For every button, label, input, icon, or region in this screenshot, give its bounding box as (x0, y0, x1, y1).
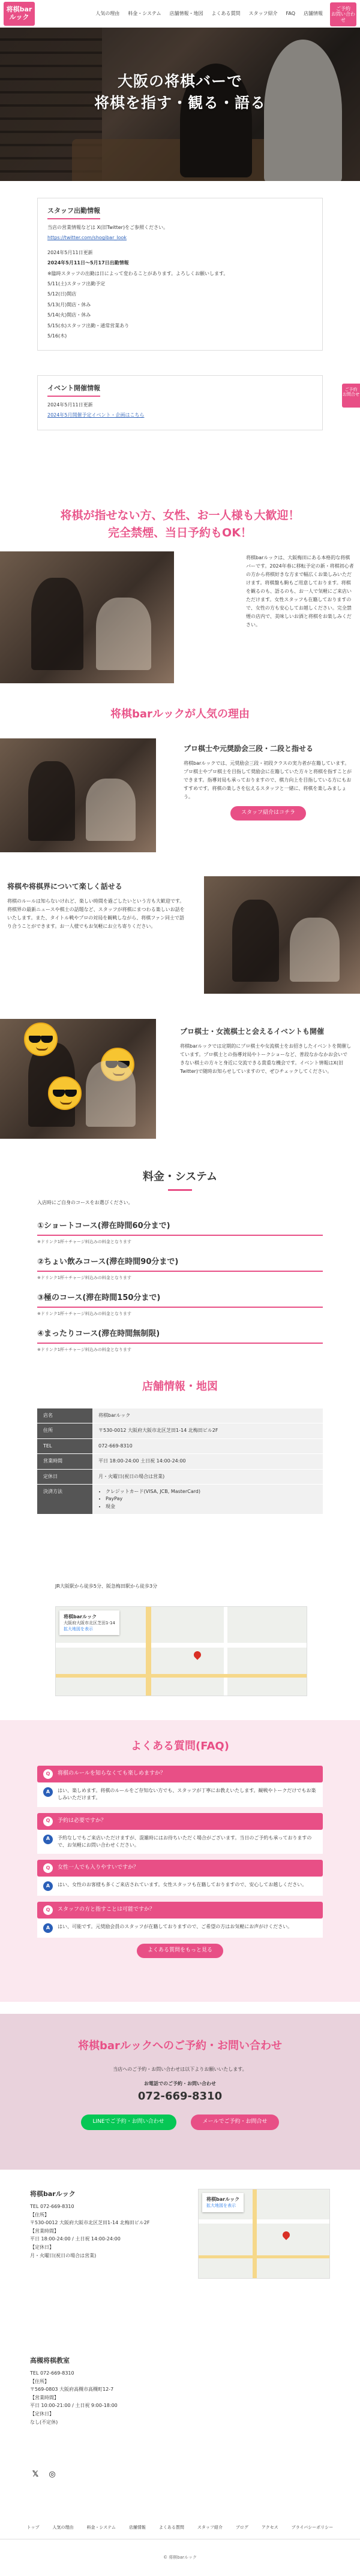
table-value: 月・火曜日(祝日の場合は営業) (92, 1469, 323, 1484)
faq-answer (37, 1877, 323, 1896)
popular-point-2 (7, 881, 187, 931)
answer-icon: A (43, 1787, 53, 1797)
popular-title (0, 706, 360, 723)
lead-line2: 完全禁煙、当日予約もOK！ (108, 526, 252, 539)
nav-item-popular[interactable]: 人気の理由 (95, 10, 120, 16)
footer-holiday-label: 【定休日】 (30, 2245, 54, 2251)
faq-item (37, 1813, 323, 1854)
popular-photo-3 (0, 1019, 156, 1139)
map-pin-icon[interactable] (193, 1650, 203, 1660)
footer-second-shop (30, 2355, 210, 2426)
staff-box-period: 2024年5月11日〜5月17日出勤情報 (47, 260, 129, 266)
pricing-title (0, 1169, 360, 1191)
event-box-wrap (37, 375, 323, 430)
faq-question-text: スタッフの方と指すことは可能ですか？ (58, 1907, 155, 1913)
table-value (92, 1484, 323, 1514)
contact-phone-label: お電話でのご予約・お問い合わせ (144, 2080, 216, 2086)
plan-note: ※ドリンク1杯＋チャージ料込みの料金となります (37, 1275, 131, 1281)
footer-second-line: 【営業時間】 (30, 2394, 59, 2400)
reserve-line2: お問い合わせ (331, 11, 355, 23)
nav-item-faq2[interactable]: FAQ (286, 10, 295, 16)
plan-name: ②ちょい飲みコース(滞在時間90分まで) (37, 1256, 323, 1272)
logo-line2: ルック (9, 13, 29, 21)
side-reserve-tab[interactable] (342, 384, 360, 408)
map-info-card (59, 1610, 119, 1635)
map-road (199, 2255, 330, 2258)
staff-intro-button[interactable]: スタッフ紹介はコチラ (230, 806, 306, 821)
plan-1 (37, 1220, 323, 1245)
footer-map[interactable] (198, 2189, 330, 2279)
footer-address-label: 【住所】 (30, 2212, 49, 2218)
table-row (37, 1484, 323, 1514)
faq-question[interactable] (37, 1860, 323, 1877)
nav-item-staff[interactable]: スタッフ紹介 (248, 10, 278, 16)
reserve-button[interactable] (330, 2, 356, 26)
lead-line1: 将棋が指せない方、女性、お一人様も大歓迎！ (60, 509, 300, 522)
faq-question[interactable] (37, 1766, 323, 1782)
footer-nav (0, 2524, 360, 2531)
plan-name: ③極のコース(滞在時間150分まで) (37, 1292, 323, 1308)
lead-copy (0, 507, 360, 541)
point-2-title: 将棋や将棋界について楽しく話せる (7, 882, 122, 891)
site-logo[interactable] (4, 2, 35, 26)
footer-nav-item[interactable]: 料金・システム (86, 2525, 116, 2530)
map-road (56, 1674, 307, 1678)
contact-phone[interactable]: 072-669-8310 (137, 2089, 223, 2103)
shop-table-wrap (37, 1408, 323, 1515)
event-box (37, 375, 323, 430)
faq-question-text: 予約は必要ですか？ (58, 1817, 107, 1824)
footer-nav-item[interactable]: スタッフ紹介 (197, 2525, 223, 2530)
table-row (37, 1423, 323, 1438)
map-pin-icon[interactable] (281, 2230, 292, 2240)
table-value[interactable]: 072-669-8310 (92, 1438, 323, 1453)
table-value: 平日 18:00-24:00 土日祝 14:00-24:00 (92, 1454, 323, 1469)
mail-contact-button[interactable]: メールでご予約・お問合せ (191, 2115, 280, 2130)
footer-nav-item[interactable]: プライバシーポリシー (291, 2525, 334, 2530)
footer-nav-item[interactable]: よくある質問 (158, 2525, 184, 2530)
copyright: © 将棋barルック (163, 2555, 197, 2560)
site-header (0, 0, 360, 28)
footer-hours-label: 【営業時間】 (30, 2228, 59, 2234)
footer-hours: 平日 18:00-24:00 / 土日祝 14:00-24:00 (30, 2236, 121, 2242)
table-label: TEL (37, 1438, 92, 1453)
plan-3 (37, 1292, 323, 1317)
shop-access: JR大阪駅から徒歩5分、阪急梅田駅から徒歩3分 (55, 1583, 158, 1589)
plan-note: ※ドリンク1杯＋チャージ料込みの料金となります (37, 1347, 131, 1353)
faq-title-text: よくある質問(FAQ) (131, 1740, 229, 1752)
footer-holiday: 月・火曜日(祝日の場合は営業) (30, 2252, 97, 2258)
payment-method: • クレジットカード(VISA, JCB, MasterCard) (106, 1488, 317, 1495)
title-underline (168, 1189, 192, 1191)
point-3-title: プロ棋士・女流棋士と会えるイベントも開催 (180, 1027, 325, 1036)
footer-nav-item[interactable]: アクセス (261, 2525, 278, 2530)
popular-point-1 (184, 743, 353, 821)
question-icon: Q (43, 1817, 53, 1826)
plan-2 (37, 1256, 323, 1281)
map-road (253, 2189, 257, 2279)
answer-icon: A (43, 1881, 53, 1891)
map-shop-name: 将棋barルック (206, 2197, 240, 2202)
faq-question[interactable] (37, 1902, 323, 1919)
side-tab-line2: お問合せ (343, 392, 359, 397)
faq-answer (37, 1830, 323, 1854)
faq-more-button[interactable]: よくある質問をもっと見る (137, 1944, 223, 1958)
x-twitter-icon[interactable]: 𝕏 (32, 2469, 39, 2479)
staff-box-note: ※臨時スタッフの出勤は日によって変わることがあります。よろしくお願いします。 (47, 270, 229, 276)
plan-4 (37, 1328, 323, 1353)
sns-links (30, 2469, 58, 2480)
plan-name: ④まったりコース(滞在時間無制限) (37, 1328, 323, 1344)
contact-sub: 当店へのご予約・お問い合わせは以下よりお願いいたします。 (113, 2066, 247, 2072)
plan-note: ※ドリンク1杯＋チャージ料込みの料金となります (37, 1311, 131, 1317)
event-box-title: イベント開催情報 (47, 383, 100, 397)
line-contact-button[interactable]: LINEでご予約・お問い合わせ (81, 2115, 176, 2130)
faq-item (37, 1902, 323, 1938)
nav-item-faq[interactable]: よくある質問 (211, 10, 241, 16)
faq-item (37, 1860, 323, 1896)
footer-second-line: 平日 10:00-21:00 / 土日祝 9:00-18:00 (30, 2403, 118, 2409)
footer-second-line: 【住所】 (30, 2378, 49, 2384)
payment-method: • PayPay (106, 1495, 317, 1503)
footer-second-line: 〒569-0803 大阪府高槻市高槻町12-7 (30, 2387, 114, 2393)
contact-section (0, 2014, 360, 2170)
table-row (37, 1438, 323, 1453)
table-row (37, 1469, 323, 1484)
popular-photo-2 (204, 876, 360, 994)
question-icon: Q (43, 1905, 53, 1915)
answer-icon: A (43, 1923, 53, 1933)
point-1-text: 将棋barルックでは、元奨励会三段・初段クラスの実力者が在籍しています。プロ棋士やプロ棋士を目指して奨励会に在籍していた方々と将棋を指すことができます。指導対局も承っておりますので、棋力向上を目指している方にもおすすめです。将棋の楽しさを伝えるスタッフと一緒に、将棋を楽しみましょう。 (184, 760, 352, 800)
schedule-item: 5/13(月)開店・休み (47, 301, 91, 307)
table-label: 定休日 (37, 1469, 92, 1484)
pricing-intro: 入店時にご自身のコースをお選びください。 (37, 1200, 133, 1205)
footer-second-tel[interactable]: TEL 072-669-8310 (30, 2370, 74, 2376)
popular-photo-1 (0, 738, 156, 852)
global-nav (95, 10, 323, 17)
staff-info-box-wrap (37, 198, 323, 351)
footer-shop-name: 将棋barルック (30, 2190, 76, 2198)
schedule-item: 5/15(水)スタッフ出勤・通常営業あり (47, 322, 130, 328)
faq-answer (37, 1919, 323, 1938)
map-road (146, 1607, 151, 1696)
map-road (56, 1643, 307, 1648)
plan-name: ①ショートコース(滞在時間60分まで) (37, 1220, 323, 1236)
table-row (37, 1408, 323, 1423)
answer-icon: A (43, 1835, 53, 1844)
question-icon: Q (43, 1863, 53, 1873)
side-tab-line1: ご予約 (344, 387, 358, 392)
faq-answer-text: 予約なしでもご来店いただけますが、混雑時にはお待ちいただく場合がございます。当日のご予約も承っておりますので、お気軽にお問い合わせください。 (58, 1835, 312, 1848)
footer-second-name: 高槻将棋教室 (30, 2357, 70, 2364)
table-row (37, 1454, 323, 1469)
shop-table (37, 1408, 323, 1515)
map-address: 大阪府大阪市北区芝田1-14 (64, 1620, 115, 1625)
nav-item-shop[interactable]: 店舗情報・地図 (169, 10, 203, 16)
hero (0, 28, 360, 181)
footer-tel[interactable]: TEL 072-669-8310 (30, 2204, 74, 2210)
shop-title-text: 店舗情報・地図 (142, 1380, 218, 1393)
sunglasses-emoji-icon (101, 1048, 134, 1081)
schedule-item: 5/11(土)スタッフ出勤予定 (47, 281, 106, 286)
footer-second-line: 【定休日】 (30, 2411, 54, 2417)
map-info-card (202, 2193, 244, 2212)
google-map[interactable] (55, 1606, 307, 1696)
table-value: 〒530-0012 大阪府大阪市北区芝田1-14 北梅田ビル2F (92, 1423, 323, 1438)
faq-answer (37, 1782, 323, 1807)
footer-nav-item[interactable]: 店舗情報 (128, 2525, 146, 2530)
staff-box-title: スタッフ出勤情報 (47, 206, 100, 219)
table-label: 店名 (37, 1408, 92, 1423)
nav-item-info[interactable]: 店舗情報 (304, 10, 323, 16)
hero-line2: 将棋を指す・観る・語る (94, 94, 266, 112)
schedule-item: 5/12(日)開店 (47, 291, 77, 297)
faq-answer-text: はい、楽しめます。将棋のルールをご存知ない方でも、スタッフが丁寧にお教えいたします。観戦やトークだけでもお楽しみいただけます。 (58, 1787, 316, 1801)
footer-second-line: なし(不定休) (30, 2419, 58, 2425)
faq-question[interactable] (37, 1813, 323, 1830)
map-road (224, 1607, 227, 1696)
twitter-link[interactable]: https://twitter.com/shogibar_look (47, 235, 127, 241)
point-2-text: 将棋のルールは知らないけれど、楽しい時間を過ごしたいという方も大歓迎です。将棋界の最新ニュースや棋士の話題など、スタッフが将棋にまつわる楽しいお話をいたします。また、タイトル戦やプロの対局を観戦しながら、将棋ファン同士で語り合うことができます。お一人様でもお気軽にお立ち寄りください。 (7, 898, 185, 929)
table-label: 決済方法 (37, 1484, 92, 1514)
faq-title (0, 1720, 360, 1755)
footer-nav-item[interactable]: ブログ (235, 2525, 248, 2530)
map-road (199, 2219, 330, 2224)
schedule-item: 5/16(木) (47, 333, 67, 339)
staff-box-date: 2024年5月11日更新 (47, 249, 93, 255)
sunglasses-emoji-icon (24, 1022, 58, 1056)
point-3-text: 将棋barルックでは定期的にプロ棋士や女流棋士をお招きしたイベントを開催しています。プロ棋士との指導対局やトークショーなど、普段なかなかお会いできない棋士の方々と身近に交流できる貴重な機会です。イベント情報はX(旧Twitter)で随時お知らせしていますので、ぜひチェックしてください。 (180, 1043, 352, 1074)
footer-nav-item[interactable]: 人気の理由 (52, 2525, 74, 2530)
question-icon: Q (43, 1769, 53, 1779)
footer-nav-item[interactable]: トップ (26, 2525, 40, 2530)
intro-photo (0, 551, 174, 683)
faq-answer-text: はい、女性のお客様も多くご来店されています。女性スタッフも在籍しておりますので、安心してお越しください。 (58, 1882, 307, 1888)
hero-line1: 大阪の将棋バーで (117, 73, 242, 90)
hero-copy (0, 71, 360, 114)
intro-text: 将棋barルックは、大阪梅田にある本格的な将棋バーです。2024年春に移転予定の新・将棋初心者の方から将棋好きな方まで幅広くお楽しみいただけます。将棋盤も駒もご用意しております。将棋を観るのも、語るのも、お一人で気軽にご来店いただけます。女性スタッフも在籍しておりますので、女性の方も安心してお越しください。完全禁煙の店内で、美味しいお酒と将棋をお楽しみください。 (246, 555, 354, 628)
table-label: 住所 (37, 1423, 92, 1438)
contact-title: 将棋barルックへのご予約・お問い合わせ (78, 2040, 282, 2052)
pricing-title-text: 料金・システム (142, 1171, 218, 1183)
table-label: 営業時間 (37, 1454, 92, 1469)
point-1-title: プロ棋士や元奨励会三段・二段と指せる (184, 744, 314, 753)
reserve-line1: ご予約 (336, 5, 350, 11)
plan-note: ※ドリンク1杯＋チャージ料込みの料金となります (37, 1239, 131, 1245)
map-enlarge-link[interactable]: 拡大地図を表示 (64, 1626, 93, 1631)
faq-question-text: 将棋のルールを知らなくても楽しめますか？ (58, 1770, 166, 1776)
footer-shop-info (30, 2189, 180, 2260)
map-enlarge-link[interactable]: 拡大地図を表示 (206, 2203, 236, 2208)
map-shop-name: 将棋barルック (64, 1614, 97, 1619)
event-box-date: 2024年5月11日更新 (47, 402, 93, 408)
nav-item-pricing[interactable]: 料金・システム (128, 10, 161, 16)
table-value: 将棋barルック (92, 1408, 323, 1423)
faq-answer-text: はい、可能です。元奨励会員のスタッフが在籍しておりますので、ご希望の方はお気軽にお声がけください。 (58, 1924, 293, 1930)
staff-box-intro: 当店の営業情報などは X(旧Twitter)をご参照ください。 (47, 225, 169, 231)
popular-point-3 (180, 1026, 352, 1076)
faq-question-text: 女性一人でも入りやすいですか？ (58, 1865, 139, 1871)
footer-address: 〒530-0012 大阪府大阪市北区芝田1-14 北梅田ビル2F (30, 2220, 150, 2226)
popular-title-text: 将棋barルックが人気の理由 (110, 708, 250, 720)
logo-line1: 将棋bar (6, 5, 32, 14)
sunglasses-emoji-icon (48, 1076, 82, 1110)
instagram-icon[interactable]: ◎ (49, 2469, 56, 2479)
faq-section (0, 1720, 360, 2002)
event-link[interactable]: 2024年5月開催予定イベント・企画はこちら (47, 412, 145, 418)
staff-info-box (37, 198, 323, 351)
shop-title (0, 1379, 360, 1395)
faq-item (37, 1766, 323, 1807)
schedule-item: 5/14(火)開店・休み (47, 312, 91, 318)
payment-method: • 現金 (106, 1503, 317, 1510)
